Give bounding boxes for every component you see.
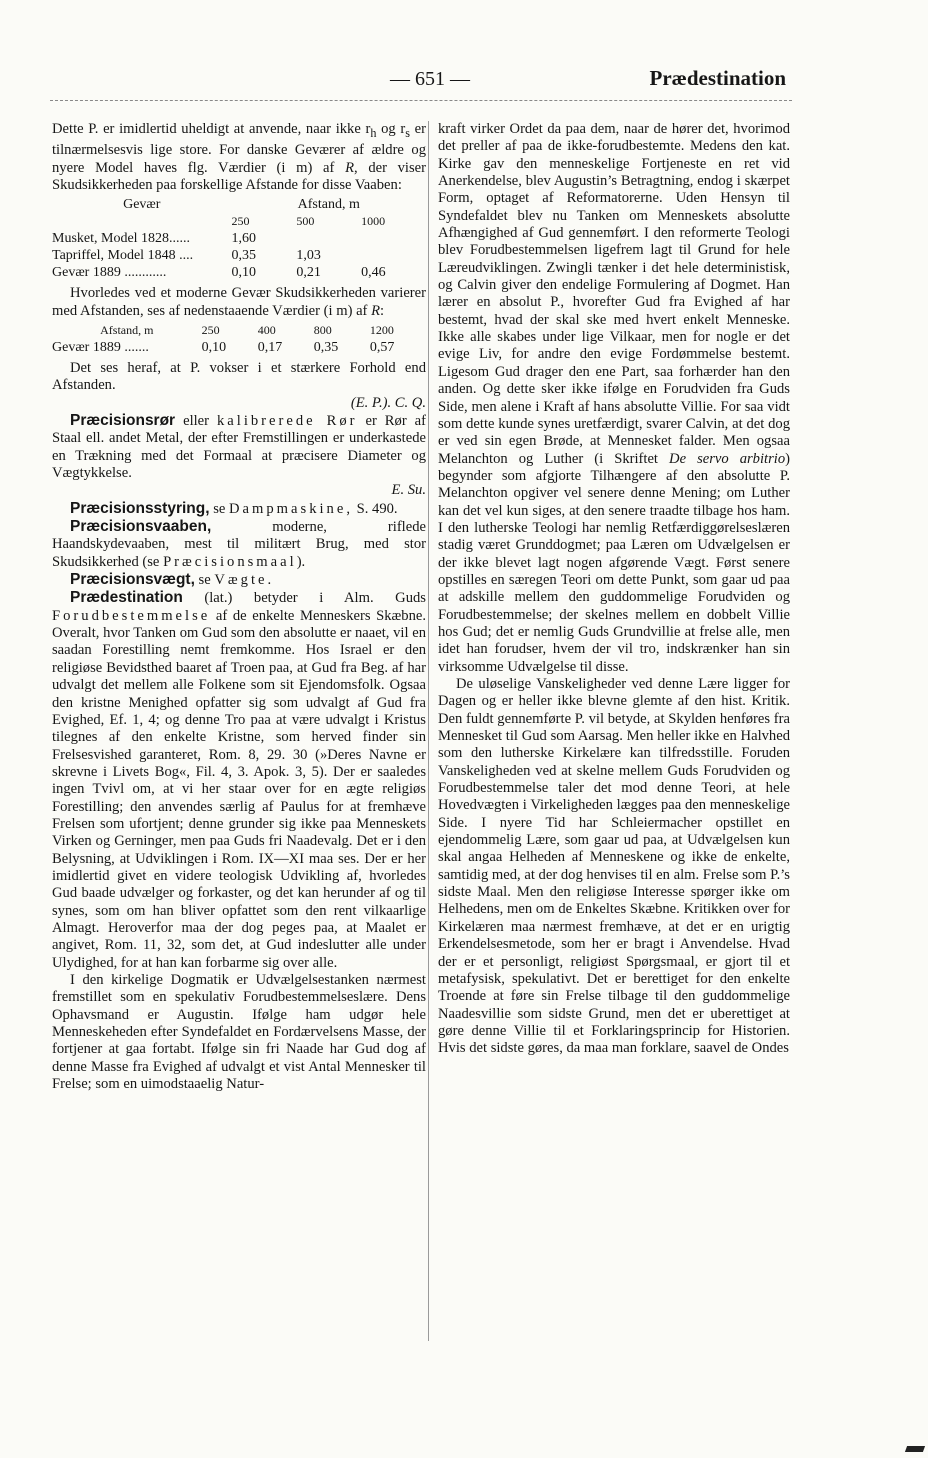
paragraph-distance: Hvorledes ved et moderne Gevær Skudsikkerheden varierer med Afstanden, ses af nedenstaaende Værdier (i m) af R: <box>52 285 426 319</box>
table-row: Musket, Model 1828...... 1,60 <box>52 231 257 247</box>
right-column <box>438 121 790 1058</box>
table-row: Tapriffel, Model 1848 .... 0,35 1,03 <box>52 248 321 264</box>
table-row: Gevær 1889 ....... 0,10 0,17 0,35 0,57 <box>52 339 395 355</box>
signature: (E. P.). C. Q. <box>350 394 426 411</box>
header-rule <box>50 100 792 101</box>
page-header <box>52 66 790 98</box>
entry-praecisionsvaegt: Præcisionsvægt, se Vægte. <box>70 571 275 589</box>
entry-praecisionsstyring: Præcisionsstyring, se Dampmaskine, S. 490. <box>70 499 398 517</box>
paragraph-conclusion: Det ses heraf, at P. vokser i et stærkere Forhold end Afstanden. (E. P.). C. Q. <box>52 359 426 411</box>
paragraph-reformation: kraft virker Ordet da paa dem, naar de hører det, hvorimod det preller af paa de ikke-forudbestemte. Medens den kat. Kirke gav den menneskelige Fortjeneste en ret vid Anerkendelse, blev Augustin’s Betragtning, endog i skærpet Form, optaget af Reformatorerne. Uden Hensyn til Syndefaldet blev nu Tanken om Menneskets absolutte Afhængighed af Gud gennemført. I den reformerte Teologi blev Forudbestemmelsen ligefrem lagt til Grund for hele Læreudviklingen. Zwingli tænker i det hele deterministisk, og Calvin giver den endelige Formulering af Dogmet. Han lærer en absolut P., hvorefter Gud fra Evighed af har bestemt, hvad der skal ske med hvert enkelt Menneske. Ikke alle skabes under lige Vilkaar, men for nogle er det evige Liv, for andre den evige Fordømmelse bestemt. Ligesom Gud drager den ene Part, saa forhærder han den anden. Og dette sker ikke ifølge en Forudviden fra Guds Side, men alene i Kraft af hans absolutte Villie. For saa vidt som dette kunde synes uretfærdigt, svarer Calvin, at det dog er ved sin egen Brøde, at Mennesket falder. Men ogsaa Melanchton og Luther (i Skriftet De servo arbitrio) begynder som afgjorte Tilhængere af den absolutte P. Melanchton opgiver vel senere denne Mening; om Luther kan det vel kun siges, at den senere traadte tilbage hos ham. I den lutherske Teologi har nemlig Retfærdiggørelseslæren stadig været Grunddogmet; paa Læren om Udvælgelsen er der ikke blevet lagt nogen afgørende Vægt. Først senere opstilles en særegen Teori om dette Punkt, som gaar ud paa at adskille mellem den guddommelige Forudviden og Forudbestemmelse; der skelnes mellem en dobbelt Villie hos Gud; det er nemlig Guds Grundvillie at frelse alle, men idet han forudser, hvem der vil tro, indskrænker han sin virksomme Udvælgelse til disse. <box>438 121 790 675</box>
left-column <box>52 121 426 1093</box>
headword: Præcisionsrør <box>70 412 176 429</box>
running-title: Prædestination <box>649 66 786 90</box>
headword: Præcisionsstyring, <box>70 499 210 517</box>
headword: Prædestination <box>70 589 183 607</box>
paragraph-dogmatik: I den kirkelige Dogmatik er Udvælgelsestanken nærmest fremstillet som en spekulativ Forudbestemmelseslære. Dens Ophavsmand er Augustin. Ifølge ham udgør hele Menneskeheden efter Syndefaldet en Fordærvelsens Masse, der fortjener at gaa fortabt. Ifølge sin fri Naade har Gud dog af denne Masse fra Evighed af udvalgt et vist Antal Mennesker til Frelse; som en uimodstaaelig Natur- <box>52 972 426 1093</box>
page-number: — 651 — <box>390 68 470 90</box>
table-rifles: Gevær Afstand, m 250 500 1000 Musket, Model 1828...... 1,60 Tapriffel, Model 1848 .... 0,35 1,03 Gevær 1889 ............ 0,10 0,21 0,46 <box>52 196 426 281</box>
headword: Præcisionsvaaben, <box>70 518 212 536</box>
entry-praecisionsvaaben: Præcisionsvaaben, moderne, riflede Haandskydevaaben, mest til militært Brug, med stor Skudsikkerhed (se Præcisionsmaal). <box>52 518 426 570</box>
entry-praedestination: Prædestination (lat.) betyder i Alm. Guds Forudbestemmelse af de enkelte Menneskers Skæbne. Overalt, hvor Tanken om Gud som den absolutte er naaet, vil en saadan Forestilling nemt fremkomme. Hos Israel er den religiøse Bevidsthed baaret af Troen paa, at Gud fra Beg. af har udvalgt det mellem alle Folkene som sit Ejendomsfolk. Ogsaa den kristne Menighed opfatter sig som udvalgt af Gud fra Evighed, Ef. 1, 4; og denne Tro paa at være udvalgt i Kristus tilegnes af den enkelte Kristne, som herved finder sin Frelsesvished garanteret, Rom. 8, 29. 30 (»Deres Navne er skrevne i Livets Bog«, Fil. 4, 3. Apok. 3, 5). Der er saaledes ingen Tvivl om, at vi her staar over for en ægte religiøs Forestilling; den anvendes særlig af Paulus for at fremhæve Frelsen som ufortjent; denne grunder sig ikke paa Menneskets Virken og Gerninger, men paa Guds fri Naadevalg. Det er i den Belysning, at Udviklingen i Rom. IX—XI maa ses. Der er her imidlertid givet en videre teologisk Udvikling af, hvorledes Gud baade udvælger og forkaster, og det kan herunder af og til synes, som om han bliver opfattet som den rent vilkaarlige Almagt. Heroverfor maa der dog peges paa, at Maalet er angivet, Rom. 11, 32, som det, at Gud indeslutter alle under Ulydighed, for at han kan forbarme sig over alle. <box>52 589 426 971</box>
headword: Præcisionsvægt, <box>70 571 195 589</box>
paragraph-intro: Dette P. er imidlertid uheldigt at anvende, naar ikke $r_h$ og $r_s$ er tilnærmelsesvis lige store. For danske Geværer af ældre og nyere Model haves flg. Værdier (i m) af R, der viser Skudsikkerheden paa forskellige Afstande for disse Vaaben: <box>52 121 426 193</box>
entry-praecisionsroer: Præcisionsrør eller kalibrerede Rør er Rør af Staal ell. andet Metal, der efter Fremstillingen er underkastede en Trækning med det Formaal at præcisere Diameter og Vægtykkelse. E. Su. <box>52 412 426 499</box>
table-gevaer-1889: Afstand, m 250 400 800 1200 Gevær 1889 ....... 0,10 0,17 0,35 0,57 <box>52 322 426 356</box>
table-row: Gevær 1889 ............ 0,10 0,21 0,46 <box>52 265 386 281</box>
signature: E. Su. <box>391 482 426 499</box>
column-divider <box>428 121 429 1341</box>
paragraph-critique: De uløselige Vanskeligheder ved denne Lære ligger for Dagen og er heller ikke blevne glemte af den hist. Kritik. Den fuldt gennemførte P. vil betyde, at Skylden henføres fra Mennesket til Gud som Aarsag. Men heller ikke en Halvhed som den lutherske Kirkelære kan tilfredsstille. Foruden Vanskeligheden ved at skelne mellem Guds Forudviden og Forudbestemmelse taler det mod denne Teori, at hele Hovedvægten i Virkeligheden lægges paa den menneskelige Side. I nyere Tid har Schleiermacher opstillet en ejendommelig Lære, som gaar ud paa, at Udvælgelsen kun skal angaa Helheden af Menneskene og ikke de enkelte, samtidig med, at der dog henvises til en alm. Frelse som P.’s sidste Maal. Men den religiøse Interesse spørger ikke om Helhedens, men om de Enkeltes Skæbne. Kritikken over for Kirkelæren maa nærmest fremhæve, at det er en urigtig Erkendelsesmetode, som her er bragt i Anvendelse. Hvad der er et personligt, religiøst Spørgsmaal, er gjort til et metafysisk, spekulativt. Det er berettiget for den enkelte Troende at føre sin Frelse tilbage til den guddommelige Naadesvillie som sidste Grund, men det er uberettiget at gøre denne Villie til et Forklaringsprincip for Historien. Hvis det sidste gøres, da maa man forklare, saavel de Ondes <box>438 676 790 1057</box>
scan-mark <box>905 1446 925 1452</box>
